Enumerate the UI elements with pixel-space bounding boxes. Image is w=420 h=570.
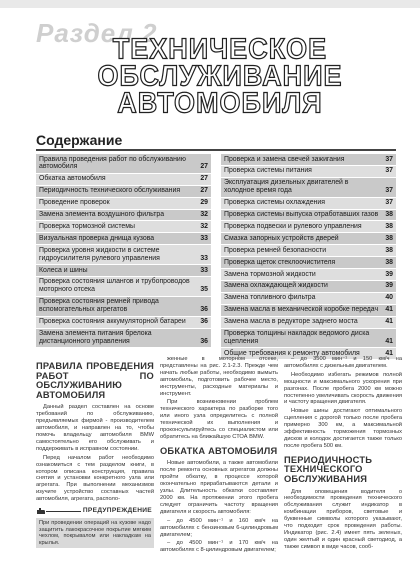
- toc-entry-page: 32: [200, 211, 208, 219]
- toc-entry-page: 41: [385, 318, 393, 326]
- paragraph: Данный раздел составлен на основе требований по обслуживанию, предъявляемых фирмой - производителем автомобиля, и направлен на то, чтобы помочь владельцу автомобиля BMW самостоятельно его обслуживать и поддерживать в исправном состоянии.: [36, 404, 154, 452]
- toc-entry[interactable]: [221, 305, 396, 317]
- toc-entry-title: Обкатка автомобиля: [39, 175, 106, 183]
- toc-entry-page: 38: [385, 211, 393, 219]
- toc-entry-page: 39: [385, 270, 393, 278]
- toc-entry-page: 41: [385, 349, 393, 357]
- toc-entry-page: 37: [385, 187, 393, 195]
- toc-entry-page: 37: [385, 167, 393, 175]
- toc-entry[interactable]: [36, 198, 211, 210]
- paragraph: Новые шины достигают оптимального сцепления с дорогой только после пробега примерно 300 км, а максимальной эффективность торможения тормозных дисков и колодок достигается также только после пробега 500 км.: [284, 408, 402, 449]
- toc-entry-page: 27: [200, 187, 208, 195]
- toc-entry[interactable]: [36, 329, 211, 349]
- toc-entry-page: 29: [200, 199, 208, 207]
- text-column-3: [284, 356, 402, 553]
- toc-entry[interactable]: [221, 166, 396, 178]
- toc-entry[interactable]: [221, 210, 396, 222]
- text-column-2: [160, 356, 278, 556]
- toc-entry-title: Проверка и замена свечей зажигания: [224, 155, 345, 163]
- toc-entry-title: Проверка толщины накладок ведомого диска сцепления: [224, 330, 370, 345]
- toc-entry-page: 33: [200, 234, 208, 242]
- toc-entry[interactable]: [221, 221, 396, 233]
- toc-entry-page: 38: [385, 246, 393, 254]
- toc-entry-page: 33: [200, 266, 208, 274]
- toc-entry[interactable]: [36, 210, 211, 222]
- toc-entry-title: Колеса и шины: [39, 266, 88, 274]
- toc-entry[interactable]: [221, 245, 396, 257]
- paragraph: Перед началом работ необходимо ознакомиться с тем разделом книги, в котором описана конструкция, правила снятия и установки конкретного узла или агрегата. При выполнении механизмов изучите устройство составных частей автомобиля, агрегата, располо-: [36, 454, 154, 503]
- toc-entry[interactable]: [221, 154, 396, 166]
- paragraph: женные в моторном отсеке, представлены на рис. 2.1-2.3. Прежде чем начать любые работы, необходимо вымыть автомобиль, подготовить рабочее место, инструменты, расходные материалы и инструмент.: [160, 356, 278, 397]
- warning-label: ПРЕДУПРЕЖДЕНИЕ: [82, 507, 152, 515]
- chapter-title-line-3: АВТОМОБИЛЯ: [117, 87, 323, 119]
- toc-entry[interactable]: [36, 265, 211, 277]
- toc-entry[interactable]: [221, 198, 396, 210]
- warning-hand-icon: [36, 507, 46, 516]
- toc-entry-title: Проверка состояния ремней привода вспомогательных агрегатов: [39, 298, 159, 314]
- toc-entry-page: 37: [385, 155, 393, 163]
- toc-entry[interactable]: [36, 317, 211, 329]
- warning-rule: [46, 511, 81, 512]
- toc-entry-page: 38: [385, 222, 393, 230]
- toc-entry-title: Замена тормозной жидкости: [224, 270, 316, 278]
- chapter-title-line-1: ТЕХНИЧЕСКОЕ: [112, 33, 328, 65]
- toc-entry[interactable]: [36, 174, 211, 186]
- toc-entry[interactable]: [36, 297, 211, 317]
- toc-entry-title: Проверка щеток стеклоочистителя: [224, 258, 336, 266]
- toc-entry[interactable]: [221, 281, 396, 293]
- toc-entry-title: Смазка запорных устройств дверей: [224, 234, 339, 242]
- toc-entry-page: 27: [200, 163, 208, 171]
- toc-entry-title: Замена элемента питания брелока дистанционного управления: [39, 330, 152, 345]
- toc-entry[interactable]: [221, 178, 396, 198]
- toc-entry-page: 36: [200, 306, 208, 314]
- toc-entry-title: Периодичность технического обслуживания: [39, 187, 181, 195]
- toc-entry-title: Проведение проверок: [39, 199, 110, 207]
- toc-entry-title: Замена топливного фильтра: [224, 294, 316, 302]
- toc-entry-page: 41: [385, 306, 393, 314]
- toc-entry-page: 27: [200, 175, 208, 183]
- toc-entry-title: Проверка состояния аккумуляторной батареи: [39, 318, 186, 326]
- paragraph: – до 4500 мин⁻¹ и 170 км/ч на автомобилях с 8-цилиндровым двигателем;: [160, 540, 278, 554]
- toc-divider: [36, 149, 396, 151]
- toc-entry-page: 36: [200, 337, 208, 345]
- toc-entry-page: 41: [385, 338, 393, 345]
- toc-entry-page: 38: [385, 234, 393, 242]
- toc-entry[interactable]: [36, 233, 211, 245]
- toc-entry-title: Проверка системы выпуска отработавших газов: [224, 211, 379, 219]
- toc-entry[interactable]: [221, 233, 396, 245]
- chapter-title-line-2: ОБСЛУЖИВАНИЕ: [97, 60, 343, 92]
- warning-box: При проведении операций на кузове надо защитить лакокрасочное покрытие мягким чехлом, покрывалом или накладкам на крылья.: [36, 518, 154, 548]
- toc-entry[interactable]: [221, 293, 396, 305]
- toc-entry[interactable]: [36, 154, 211, 174]
- toc-entry-title: Проверка тормозной системы: [39, 222, 135, 230]
- article-body: [36, 356, 406, 570]
- chapter-header: [0, 0, 420, 128]
- toc-entry-title: Проверка подвески и рулевого управления: [224, 222, 362, 230]
- toc-entry[interactable]: [36, 186, 211, 198]
- toc-entry-title: Замена масла в редукторе заднего моста: [224, 318, 358, 326]
- toc-entry-title: Проверка ремней безопасности: [224, 246, 327, 254]
- toc-entry[interactable]: [221, 269, 396, 281]
- toc-entry[interactable]: [221, 317, 396, 329]
- toc-entry-title: Проверка системы питания: [224, 167, 312, 175]
- toc-heading: Содержание: [36, 132, 123, 148]
- toc-entry-title: Замена масла в механической коробке передач: [224, 306, 379, 314]
- toc-entry-page: 32: [200, 222, 208, 230]
- text-column-1: [36, 356, 154, 548]
- toc-left-column: [36, 154, 211, 348]
- toc-entry-title: Общие требования к ремонту автомобиля: [224, 349, 360, 357]
- toc-entry-page: 39: [385, 282, 393, 290]
- toc-entry-title: Эксплуатация дизельных двигателей в холодное время года: [224, 179, 349, 195]
- paragraph: Новые автомобили, а также автомобили после ремонта основных агрегатов должны пройти обкатку, в процессе которой окончательно прирабатываются детали и узлы. Длительность обкатки составляет 2000 км. На протяжении этого пробега следует ограничить частоту вращения двигателя и скорость автомобиля:: [160, 460, 278, 515]
- toc-entry-page: 33: [200, 254, 208, 262]
- section-title-break-in: ОБКАТКА АВТОМОБИЛЯ: [160, 445, 278, 456]
- paragraph: – до 3500 мин⁻¹ и 150 км/ч на автомобилях с дизельным двигателем.: [284, 356, 402, 369]
- chapter-label: Раздел 2: [36, 18, 158, 48]
- toc-entry[interactable]: [221, 257, 396, 269]
- section-title-rules: ПРАВИЛА ПРОВЕДЕНИЯ РАБОТ ПО ОБСЛУЖИВАНИЮ АВТОМОБИЛЯ: [36, 361, 154, 400]
- chapter-title: [60, 33, 380, 119]
- toc-entry-title: Проверка системы охлаждения: [224, 199, 325, 207]
- toc-entry-title: Проверка уровня жидкости в системе гидроусилителя рулевого управления: [39, 246, 160, 262]
- toc-entry-title: Замена элемента воздушного фильтра: [39, 211, 165, 219]
- toc-entry[interactable]: [36, 221, 211, 233]
- toc-entry[interactable]: [36, 277, 211, 297]
- paragraph: Необходимо избегать режимов полной мощности и максимального ускорения при разгонах. После пробега 2000 км можно постепенно увеличивать скорость движения и частоту вращения двигателя.: [284, 371, 402, 406]
- paragraph: Для оповещения водителя о необходимости проведения технического обслуживания служит индикатор в комбинации приборов, световые и буквенные символы которого указывают, что подходит срок проведения работы. Индикатор (рис. 2.4) имеет пять зеленых, один желтый и один красный светодиод, а также символ в виде часов, сооб-: [284, 488, 402, 550]
- toc-right-column: [221, 154, 396, 360]
- toc-entry-page: 35: [200, 286, 208, 294]
- paragraph: – до 4500 мин⁻¹ и 160 км/ч на автомобилях с бензиновым 6-цилиндровым двигателем;: [160, 517, 278, 538]
- toc-entry-page: 40: [385, 294, 393, 302]
- toc-entry-title: Правила проведения работ по обслуживанию автомобиля: [39, 155, 186, 171]
- toc-entry[interactable]: [221, 329, 396, 349]
- toc-entry-page: 38: [385, 258, 393, 266]
- paragraph: При возникновении проблем технического характера по разборке того или иного узла определитесь с полной технической их выполнения и проконсультируйтесь со специалистом или обратитесь на ближайшую СТОА BMW.: [160, 399, 278, 440]
- warning-header: [36, 507, 154, 516]
- toc-entry[interactable]: [36, 245, 211, 265]
- toc-entry-title: Замена охлаждающей жидкости: [224, 282, 328, 290]
- toc-entry-page: 36: [200, 318, 208, 326]
- section-title-maintenance-interval: ПЕРИОДИЧНОСТЬ ТЕХНИЧЕСКОГО ОБСЛУЖИВАНИЯ: [284, 454, 373, 484]
- toc-entry-page: 37: [385, 199, 393, 207]
- toc-entry-title: Проверка состояния шлангов и трубопроводов моторного отсека: [39, 278, 190, 294]
- toc-entry-title: Визуальная проверка днища кузова: [39, 234, 155, 242]
